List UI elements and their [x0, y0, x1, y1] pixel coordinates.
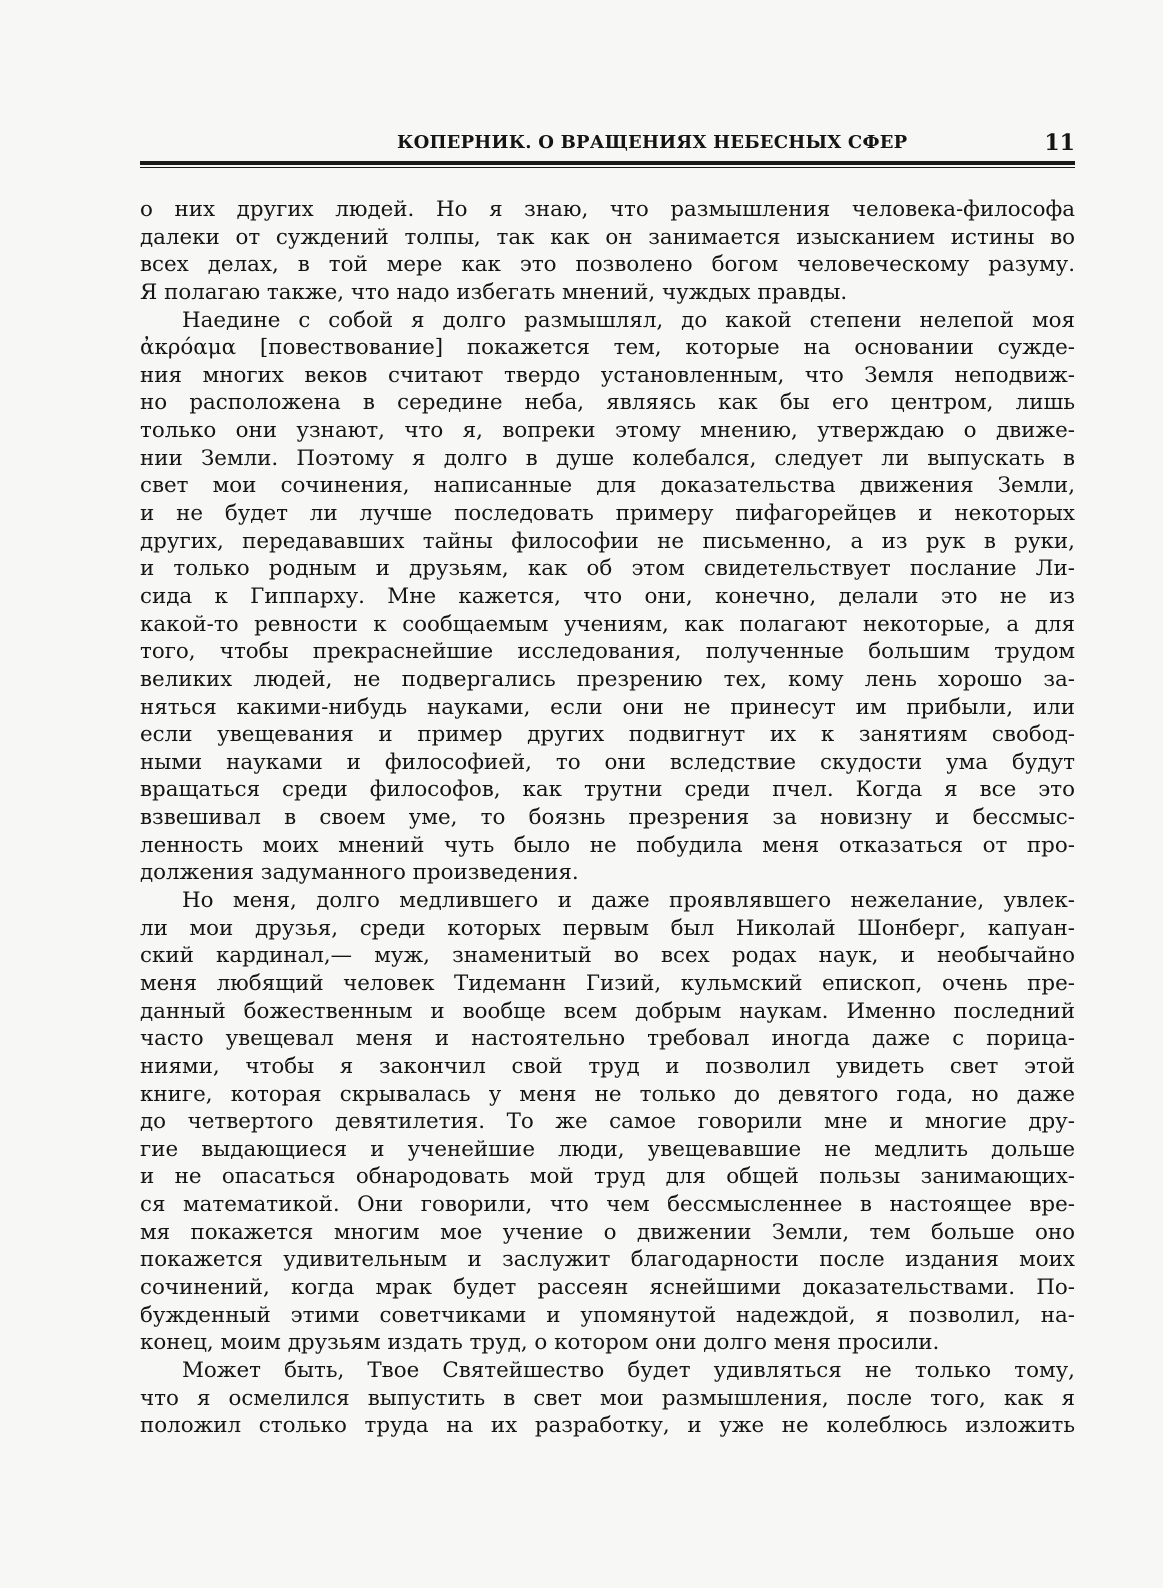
text-line: ными науками и философией, то они вследствие скудости ума будут	[140, 749, 1075, 775]
text-line: но расположена в середине неба, являясь как бы его центром, лишь	[140, 390, 1075, 416]
text-line: других, передававших тайны философии не письменно, а из рук в руки,	[140, 528, 1075, 554]
text-line: ский кардинал,— муж, знаменитый во всех родах наук, и необычайно	[140, 943, 1075, 969]
text-line: ἀκρόαμα [повествование] покажется тем, которые на основании сужде-	[140, 335, 1075, 361]
text-line: книге, которая скрывалась у меня не только до девятого года, но даже	[140, 1081, 1075, 1107]
text-line: Я полагаю также, что надо избегать мнений, чуждых правды.	[140, 279, 848, 305]
text-line: меня любящий человек Тидеманн Гизий, кульмский епископ, очень пре-	[140, 970, 1075, 996]
text-line: Наедине с собой я долго размышлял, до какой степени нелепой моя	[182, 307, 1075, 333]
text-line: до четвертого девятилетия. То же самое говорили мне и многие дру-	[140, 1109, 1075, 1135]
body-text	[140, 196, 1075, 1440]
text-line: вращаться среди философов, как трутни среди пчел. Когда я все это	[140, 777, 1075, 803]
text-line: свет мои сочинения, написанные для доказательства движения Земли,	[140, 473, 1075, 499]
text-line: если увещевания и пример других подвигнут их к занятиям свобод-	[140, 722, 1075, 748]
text-line: Но меня, долго медлившего и даже проявлявшего нежелание, увлек-	[182, 888, 1075, 914]
text-line: ниями, чтобы я закончил свой труд и позволил увидеть свет этой	[140, 1053, 1075, 1079]
text-line: гие выдающиеся и ученейшие люди, увещевавшие не медлить дольше	[140, 1136, 1075, 1162]
text-line: и не будет ли лучше последовать примеру пифагорейцев и некоторых	[140, 501, 1075, 527]
page-number: 11	[1044, 130, 1075, 156]
text-line: Может быть, Твое Святейшество будет удивляться не только тому,	[182, 1357, 1075, 1383]
text-line: того, чтобы прекраснейшие исследования, полученные большим трудом	[140, 639, 1075, 665]
text-line: конец, моим друзьям издать труд, о котором они долго меня просили.	[140, 1330, 940, 1356]
text-line: какой-то ревности к сообщаемым учениям, как полагают некоторые, а для	[140, 611, 1075, 637]
text-line: только они узнают, что я, вопреки этому мнению, утверждаю о движе-	[140, 418, 1075, 444]
text-line: покажется удивительным и заслужит благодарности после издания моих	[140, 1247, 1075, 1273]
header-rule	[140, 161, 1075, 165]
text-line: далеки от суждений толпы, так как он занимается изысканием истины во	[140, 224, 1075, 250]
text-line: положил столько труда на их разработку, и уже не колеблюсь изложить	[140, 1413, 1075, 1439]
text-line: ли мои друзья, среди которых первым был Николай Шонберг, капуан-	[140, 915, 1075, 941]
text-line: что я осмелился выпустить в свет мои размышления, после того, как я	[140, 1385, 1075, 1411]
text-line: часто увещевал меня и настоятельно требовал иногда даже с порица-	[140, 1026, 1075, 1052]
text-line: няться какими-нибудь науками, если они не принесут им прибыли, или	[140, 694, 1075, 720]
text-line: ленность моих мнений чуть было не побудила меня отказаться от про-	[140, 832, 1075, 858]
text-line: сочинений, когда мрак будет рассеян яснейшими доказательствами. По-	[140, 1274, 1075, 1300]
running-title: КОПЕРНИК. О ВРАЩЕНИЯХ НЕБЕСНЫХ СФЕР	[397, 132, 908, 153]
text-line: о них других людей. Но я знаю, что размышления человека-философа	[140, 197, 1075, 222]
text-line: великих людей, не подвергались презрению тех, кому лень хорошо за-	[140, 666, 1075, 692]
text-line: всех делах, в той мере как это позволено богом человеческому разуму.	[140, 252, 1075, 278]
text-line: и не опасаться обнародовать мой труд для общей пользы занимающих-	[140, 1164, 1075, 1190]
text-line: ся математикой. Они говорили, что чем бессмысленнее в настоящее вре-	[140, 1192, 1075, 1218]
text-line: сида к Гиппарху. Мне кажется, что они, конечно, делали это не из	[140, 583, 1075, 609]
text-line: мя покажется многим мое учение о движении Земли, тем больше оно	[140, 1219, 1075, 1245]
text-line: нии Земли. Поэтому я долго в душе колебался, следует ли выпускать в	[140, 445, 1075, 471]
text-line: бужденный этими советчиками и упомянутой надеждой, я позволил, на-	[140, 1302, 1075, 1328]
text-line: данный божественным и вообще всем добрым наукам. Именно последний	[140, 998, 1075, 1024]
text-line: взвешивал в своем уме, то боязнь презрения за новизну и бессмыс-	[140, 805, 1075, 831]
text-line: и только родным и друзьям, как об этом свидетельствует послание Ли-	[140, 556, 1075, 582]
text-line: ния многих веков считают твердо установленным, что Земля неподвиж-	[140, 362, 1075, 388]
text-line: должения задуманного произведения.	[140, 860, 579, 886]
